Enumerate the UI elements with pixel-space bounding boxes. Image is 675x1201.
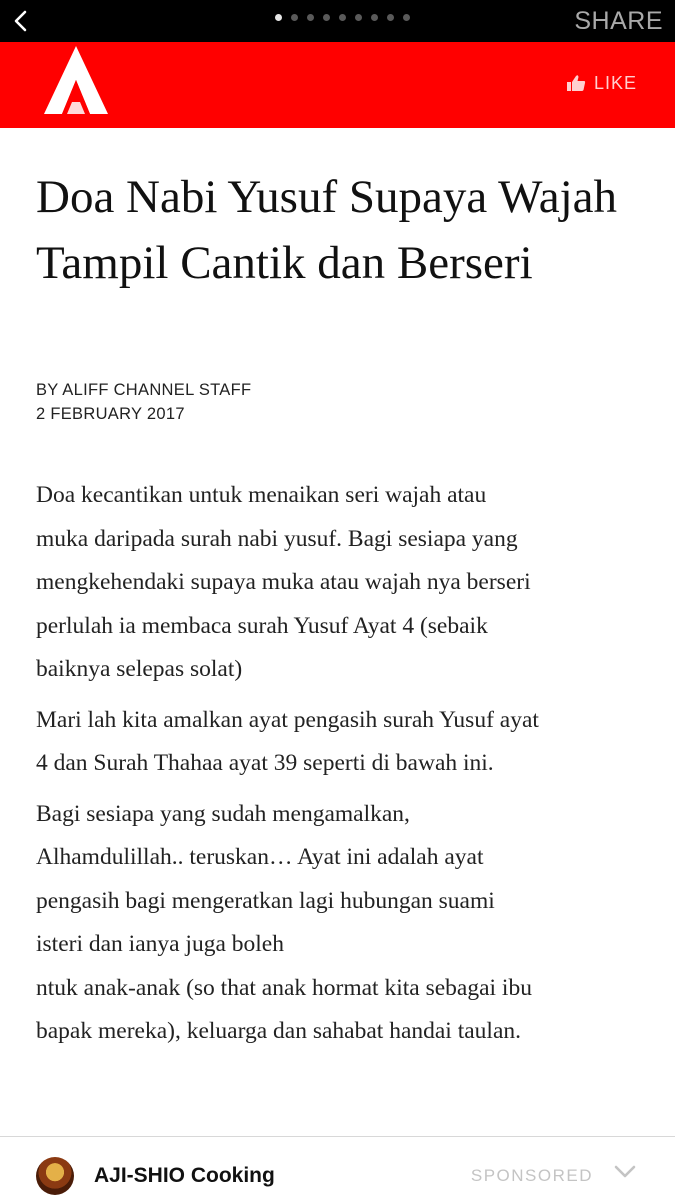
like-label: LIKE (593, 72, 637, 93)
top-bar (0, 0, 675, 42)
paragraph-line: mengkehendaki supaya muka atau wajah nya berseri (36, 569, 531, 595)
paragraph-line: Mari lah kita amalkan ayat pengasih surah Yusuf ayat (36, 706, 539, 733)
sponsor-avatar (36, 1157, 74, 1195)
sponsored-bar[interactable] (0, 1136, 675, 1201)
page-dot (403, 14, 410, 21)
page-dot (387, 14, 394, 21)
page-dot (339, 14, 346, 21)
paragraph-line: perlulah ia membaca surah Yusuf Ayat 4 (sebaik (36, 612, 488, 639)
paragraph (36, 474, 646, 692)
article-title: Doa Nabi Yusuf Supaya Wajah Tampil Cantik dan Berseri (36, 171, 617, 289)
share-button[interactable]: SHARE (574, 7, 663, 35)
paragraph-line: Bagi sesiapa yang sudah mengamalkan, (36, 800, 410, 827)
thumbs-up-icon (566, 74, 586, 92)
page-dot (307, 14, 314, 21)
article-author: BY ALIFF CHANNEL STAFF (36, 381, 252, 399)
article-body (36, 474, 646, 1061)
like-button[interactable] (566, 70, 637, 96)
page-dot (291, 14, 298, 21)
sponsored-label: SPONSORED (470, 1166, 593, 1185)
brand-header (0, 42, 675, 128)
page-dot (323, 14, 330, 21)
chevron-down-icon[interactable] (613, 1163, 637, 1181)
paragraph-line: Doa kecantikan untuk menaikan seri wajah atau (36, 482, 487, 508)
article-byline (36, 378, 251, 426)
paragraph-line: 4 dan Surah Thahaa ayat 39 seperti di bawah ini. (36, 750, 494, 776)
paragraph-line: muka daripada surah nabi yusuf. Bagi sesiapa yang (36, 525, 518, 552)
page-dot (355, 14, 362, 21)
paragraph-line: Alhamdulillah.. teruskan… Ayat ini adalah ayat (36, 844, 484, 870)
page-dot (275, 14, 282, 21)
paragraph-line: isteri dan ianya juga boleh (36, 931, 284, 957)
article-date: 2 FEBRUARY 2017 (36, 405, 185, 423)
paragraph-line: bapak mereka), keluarga dan sahabat handai taulan. (36, 1018, 522, 1044)
brand-logo (42, 44, 110, 116)
paragraph-line: baiknya selepas solat) (36, 656, 243, 682)
paragraph-line: ntuk anak-anak (so that anak hormat kita sebagai ibu (36, 974, 532, 1001)
page-dot (371, 14, 378, 21)
paragraph-line: pengasih bagi mengeratkan lagi hubungan suami (36, 887, 495, 914)
paragraph (36, 793, 646, 1054)
sponsor-name[interactable]: AJI-SHIO Cooking (94, 1164, 275, 1187)
paragraph (36, 699, 646, 786)
